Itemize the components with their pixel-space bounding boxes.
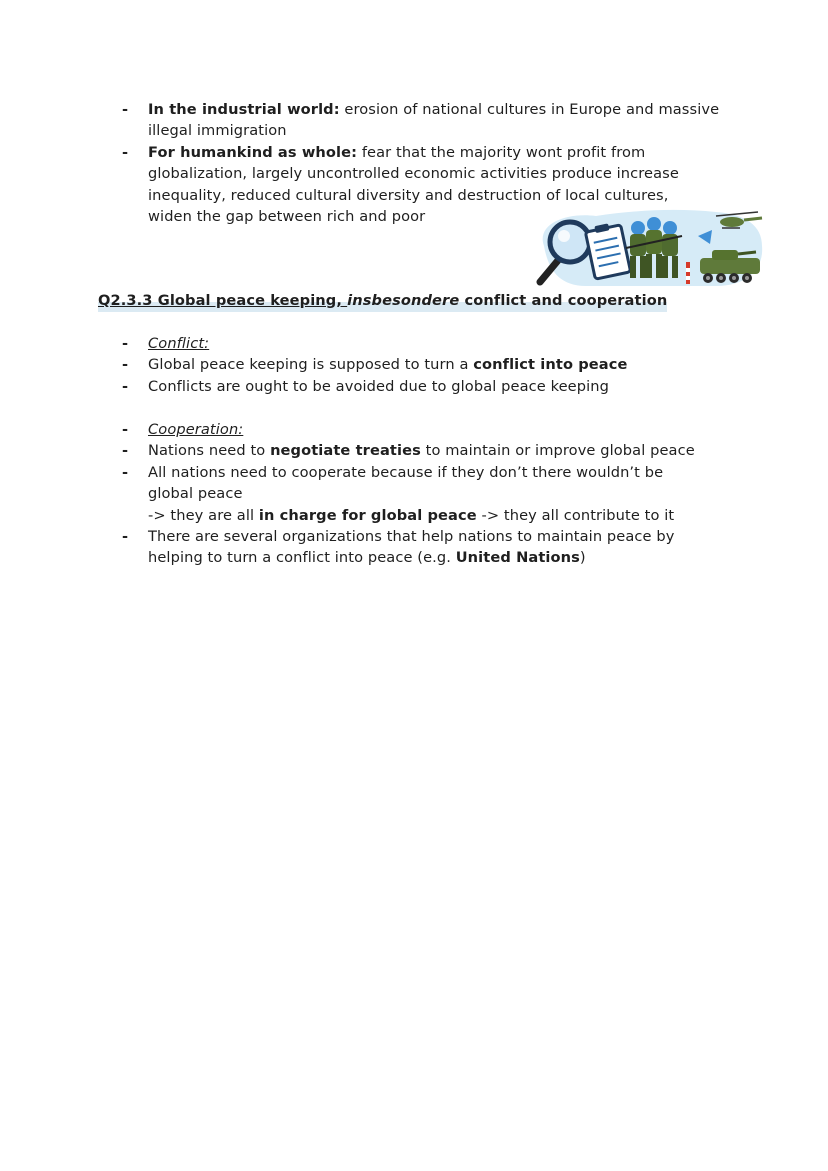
item-text: Nations need to (148, 442, 271, 460)
list-item (120, 526, 695, 569)
bold-term: In the industrial world: (148, 101, 340, 118)
bold-term: conflict into peace (473, 356, 628, 374)
item-text: widen the gap between rich and poor (148, 208, 426, 226)
bold-term: in charge for global peace (258, 506, 477, 524)
item-text: erosion of national cultures in Europe and massive (339, 101, 720, 118)
item-text: fear that the majority wont profit from (357, 143, 646, 161)
cooperation-list (120, 419, 695, 569)
item-text: ) (579, 549, 586, 567)
bold-term: negotiate treaties (270, 442, 421, 460)
item-text: Conflicts are ought to be avoided due to global peace keeping (148, 377, 609, 395)
cooperation-label: Cooperation: (148, 421, 244, 438)
item-text: -> they are all (148, 506, 259, 524)
item-text: to maintain or improve global peace (420, 442, 695, 460)
list-item (120, 99, 719, 142)
item-text: Global peace keeping is supposed to turn a (148, 356, 474, 374)
item-text: -> they all contribute to it (476, 506, 675, 524)
heading-prefix: Q2.3.3 Global peace keeping, (98, 292, 348, 309)
bold-term: For humankind as whole: (148, 143, 358, 161)
item-text: inequality, reduced cultural diversity and destruction of local cultures, (148, 186, 669, 204)
conflict-label: Conflict: (148, 335, 210, 352)
heading-italic: insbesondere (347, 292, 460, 309)
peacekeeping-clipart-icon (526, 206, 766, 290)
list-item (120, 440, 695, 461)
item-text: helping to turn a conflict into peace (e.g. (148, 549, 456, 567)
list-item (120, 462, 695, 526)
item-text: All nations need to cooperate because if they don’t there wouldn’t be (148, 463, 664, 481)
conflict-list (120, 333, 628, 397)
item-text: There are several organizations that help nations to maintain peace by (148, 528, 675, 546)
item-text: global peace (148, 485, 243, 503)
list-item (120, 354, 628, 375)
section-heading (98, 290, 667, 312)
item-text: globalization, largely uncontrolled economic activities produce increase (148, 165, 679, 183)
list-item (120, 333, 628, 354)
list-item (120, 376, 628, 397)
list-item (120, 419, 695, 440)
bold-term: United Nations (455, 549, 580, 567)
heading-suffix: conflict and cooperation (459, 292, 668, 309)
item-text: illegal immigration (148, 122, 287, 140)
